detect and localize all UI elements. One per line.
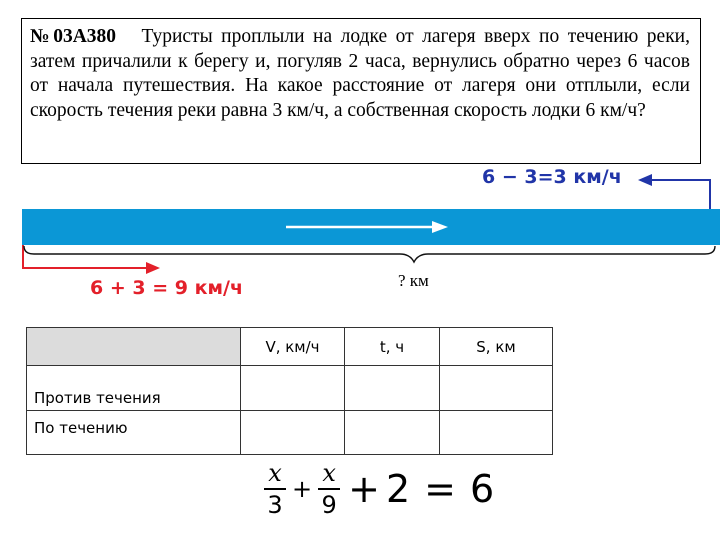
cell-upstream-distance <box>440 366 553 411</box>
fraction-bar <box>318 488 340 490</box>
table-header-time: t, ч <box>345 328 440 366</box>
river-flow-arrow <box>286 221 448 233</box>
table-header-corner <box>27 328 241 366</box>
distance-brace <box>24 246 715 262</box>
fraction-x-over-9 <box>318 460 340 518</box>
equation-term: 2 <box>385 467 411 511</box>
equation-rhs: 6 <box>469 467 495 511</box>
fraction-denominator: 9 <box>321 491 337 519</box>
cell-downstream-distance <box>440 411 553 455</box>
motion-table <box>26 327 553 455</box>
fraction-numerator: x <box>268 459 282 487</box>
downstream-arrow <box>23 245 160 274</box>
row-label-downstream: По течению <box>27 411 241 455</box>
table-header-speed: V, км/ч <box>241 328 345 366</box>
fraction-denominator: 3 <box>267 491 283 519</box>
distance-label: ? км <box>398 271 429 290</box>
equals-sign: = <box>424 467 456 511</box>
problem-number: №03А380 <box>30 26 117 47</box>
upstream-speed-label: 6 − 3=3 км/ч <box>482 166 622 188</box>
downstream-speed-label: 6 + 3 = 9 км/ч <box>90 277 243 299</box>
fraction-x-over-3 <box>264 460 286 518</box>
cell-upstream-speed <box>241 366 345 411</box>
table-row <box>27 366 553 411</box>
cell-downstream-time <box>345 411 440 455</box>
plus-sign: + <box>292 475 313 503</box>
fraction-bar <box>264 488 286 490</box>
table-row <box>27 411 553 455</box>
equation <box>262 458 494 520</box>
cell-upstream-time <box>345 366 440 411</box>
plus-sign: + <box>348 467 380 511</box>
upstream-arrow <box>638 174 710 209</box>
table-header-distance: S, км <box>440 328 553 366</box>
table-header-row <box>27 328 553 366</box>
problem-text: Туристы проплыли на лодке от лагеря вверх по течению реки, затем причалили к берегу и, погуляв 2 часа, вернулись обратно через 6 часов от начала путешествия. На какое расстояние от лагеря они отплыли, если скорость течения реки равна 3 км/ч, а собственная скорость лодки 6 км/ч? <box>30 26 690 121</box>
fraction-numerator: x <box>322 459 336 487</box>
row-label-upstream: Против течения <box>27 366 241 411</box>
cell-downstream-speed <box>241 411 345 455</box>
